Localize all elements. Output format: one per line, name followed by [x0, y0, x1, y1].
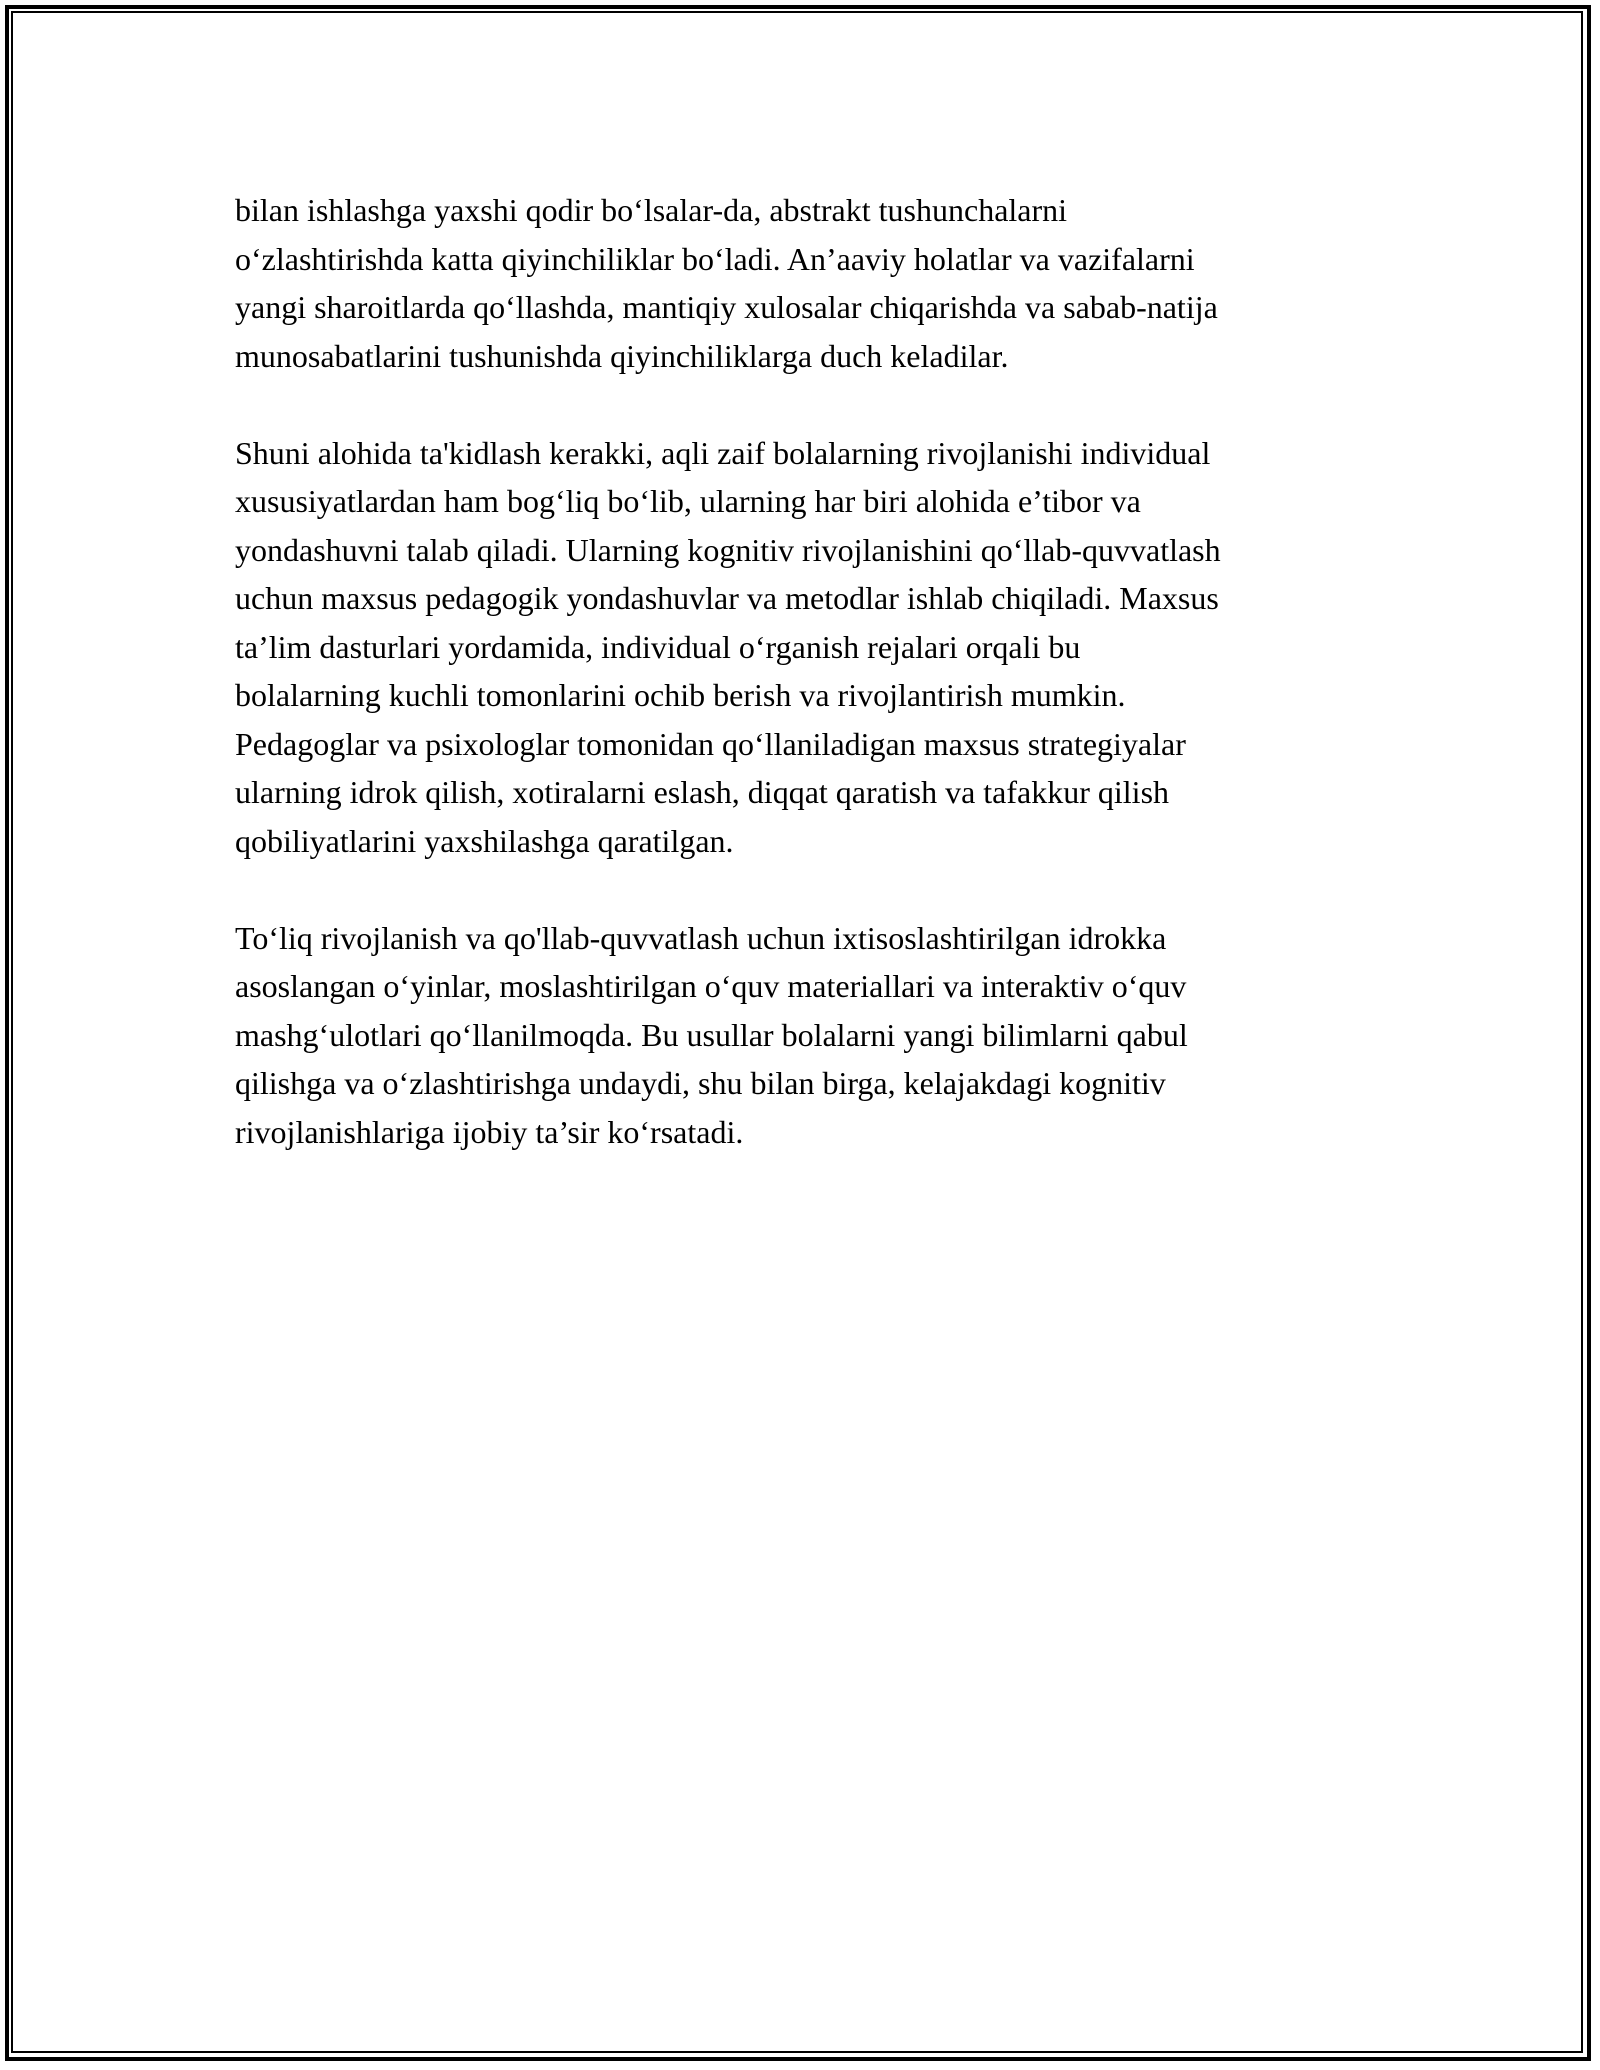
text-line: bolalarning kuchli tomonlarini ochib berish va rivojlantirish mumkin.	[235, 677, 1126, 713]
text-line: ta’lim dasturlari yordamida, individual o‘rganish rejalari orqali bu	[235, 628, 1081, 665]
text-line: mashg‘ulotlari qo‘llanilmoqda. Bu usullar bolalarni yangi bilimlarni qabul	[235, 1016, 1188, 1053]
paragraph-2	[235, 429, 1375, 866]
text-line: yangi sharoitlarda qo‘llashda, mantiqiy xulosalar chiqarishda va sabab-natija	[235, 289, 1218, 325]
paragraph-3	[235, 914, 1375, 1157]
text-line: munosabatlarini tushunishda qiyinchiliklarga duch keladilar.	[235, 337, 1009, 374]
text-line: To‘liq rivojlanish va qo'llab-quvvatlash uchun ixtisoslashtirilgan idrokka	[235, 919, 1167, 956]
text-line: xususiyatlardan ham bog‘liq bo‘lib, ularning har biri alohida e’tibor va	[235, 483, 1141, 519]
text-line: rivojlanishlariga ijobiy ta’sir ko‘rsatadi.	[235, 1113, 744, 1150]
text-line: ularning idrok qilish, xotiralarni eslash, diqqat qaratish va tafakkur qilish	[235, 774, 1170, 810]
text-line: bilan ishlashga yaxshi qodir bo‘lsalar-da, abstrakt tushunchalarni	[235, 192, 1068, 228]
text-line: qilishga va o‘zlashtirishga undaydi, shu bilan birga, kelajakdagi kognitiv	[235, 1065, 1166, 1101]
paragraph-1	[235, 186, 1375, 380]
text-line: asoslangan o‘yinlar, moslashtirilgan o‘quv materiallari va interaktiv o‘quv	[235, 968, 1187, 1004]
text-line: Pedagoglar va psixologlar tomonidan qo‘llaniladigan maxsus strategiyalar	[235, 725, 1186, 762]
text-line: uchun maxsus pedagogik yondashuvlar va metodlar ishlab chiqiladi. Maxsus	[235, 580, 1219, 616]
text-line: o‘zlashtirishda katta qiyinchiliklar bo‘ladi. An’aaviy holatlar va vazifalarni	[235, 240, 1195, 277]
document-body	[235, 186, 1375, 1205]
text-line: Shuni alohida ta'kidlash kerakki, aqli zaif bolalarning rivojlanishi individual	[235, 434, 1211, 471]
text-line: yondashuvni talab qiladi. Ularning kognitiv rivojlanishini qo‘llab-quvvatlash	[235, 531, 1221, 568]
text-line: qobiliyatlarini yaxshilashga qaratilgan.	[235, 822, 734, 859]
